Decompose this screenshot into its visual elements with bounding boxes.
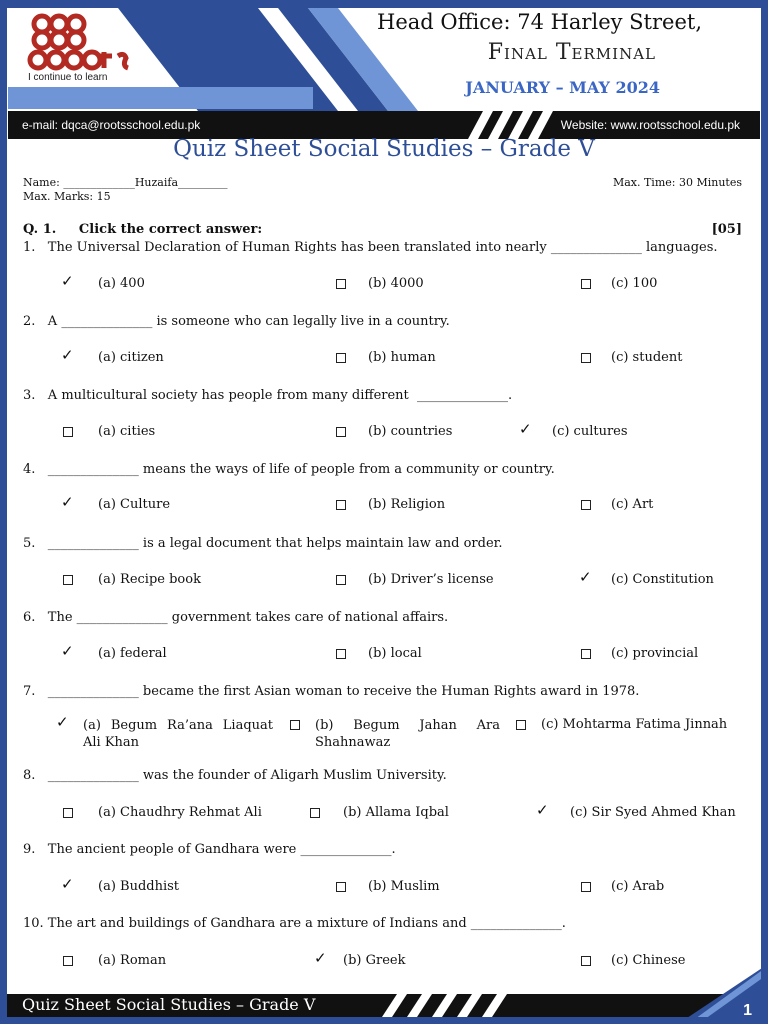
answer-option[interactable]: (a) Begum Ra’ana Liaquat Ali Khan: [83, 718, 273, 750]
checkmark-icon[interactable]: ✓: [536, 801, 549, 819]
answer-checkbox[interactable]: [336, 279, 346, 289]
answer-option[interactable]: (a) Roman: [98, 953, 167, 968]
answer-option[interactable]: (c) Sir Syed Ahmed Khan: [570, 805, 736, 820]
answer-option[interactable]: (a) Buddhist: [98, 879, 180, 894]
checkmark-icon[interactable]: ✓: [61, 875, 74, 893]
answer-option[interactable]: (a) Chaudhry Rehmat Ali: [98, 805, 262, 820]
exam-name: Final Terminal: [487, 40, 656, 65]
answer-checkbox[interactable]: [581, 353, 591, 363]
checkmark-icon[interactable]: ✓: [579, 568, 592, 586]
answer-option[interactable]: (b) Religion: [368, 497, 446, 512]
question-text: 9. The ancient people of Gandhara were ______________.: [23, 842, 396, 857]
checkmark-icon[interactable]: ✓: [61, 346, 74, 364]
answer-option[interactable]: (c) Constitution: [611, 572, 714, 587]
answer-checkbox[interactable]: [336, 500, 346, 510]
email-text: e-mail: dqca@rootsschool.edu.pk: [22, 118, 201, 132]
answer-checkbox[interactable]: [581, 279, 591, 289]
answer-option[interactable]: (c) Mohtarma Fatima Jinnah: [541, 717, 728, 732]
answer-option[interactable]: (b) Begum Jahan Ara Shahnawaz: [315, 718, 500, 750]
page-title: Quiz Sheet Social Studies – Grade V: [173, 136, 595, 162]
answer-option[interactable]: (b) countries: [368, 424, 453, 439]
answer-checkbox[interactable]: [516, 720, 526, 730]
question-text: 5. ______________ is a legal document that helps maintain law and order.: [23, 536, 503, 551]
exam-session: JANUARY – MAY 2024: [465, 78, 660, 97]
website-text: Website: www.rootsschool.edu.pk: [560, 118, 740, 132]
header-stripe: [8, 87, 313, 109]
checkmark-icon[interactable]: ✓: [61, 493, 74, 511]
student-name: Name: _____________Huzaifa_________: [23, 176, 228, 189]
question-text: 4. ______________ means the ways of life of people from a community or country.: [23, 462, 555, 477]
answer-checkbox[interactable]: [581, 882, 591, 892]
school-logo: [8, 8, 158, 86]
checkmark-icon[interactable]: ✓: [61, 272, 74, 290]
question-text: 7. ______________ became the first Asian woman to receive the Human Rights award in 1978.: [23, 684, 640, 699]
stripe-pattern: [458, 111, 568, 139]
answer-option[interactable]: (a) citizen: [98, 350, 164, 365]
answer-option[interactable]: (a) 400: [98, 276, 145, 291]
answer-checkbox[interactable]: [336, 427, 346, 437]
answer-option[interactable]: (b) human: [368, 350, 436, 365]
head-office: Head Office: 74 Harley Street,: [377, 10, 702, 34]
question-text: 8. ______________ was the founder of Aligarh Muslim University.: [23, 768, 447, 783]
answer-option[interactable]: (c) student: [611, 350, 683, 365]
footer-stripes: [377, 994, 527, 1017]
question-text: 1. The Universal Declaration of Human Rights has been translated into nearly ______________ languages.: [23, 240, 718, 255]
question-text: 6. The ______________ government takes care of national affairs.: [23, 610, 449, 625]
question-text: 10. The art and buildings of Gandhara are a mixture of Indians and ______________.: [23, 916, 566, 931]
answer-checkbox[interactable]: [581, 649, 591, 659]
checkmark-icon[interactable]: ✓: [314, 949, 327, 967]
answer-checkbox[interactable]: [336, 649, 346, 659]
page-number: 1: [743, 1002, 752, 1019]
answer-option[interactable]: (b) 4000: [368, 276, 424, 291]
answer-option[interactable]: (b) Greek: [343, 953, 406, 968]
answer-option[interactable]: (a) federal: [98, 646, 167, 661]
max-marks: Max. Marks: 15: [23, 190, 111, 203]
answer-option[interactable]: (b) Muslim: [368, 879, 440, 894]
answer-checkbox[interactable]: [310, 808, 320, 818]
answer-option[interactable]: (c) provincial: [611, 646, 699, 661]
answer-option[interactable]: (c) 100: [611, 276, 658, 291]
contact-bar: [8, 111, 760, 139]
question-text: 3. A multicultural society has people from many different ______________.: [23, 388, 513, 403]
logo-icon: [24, 10, 134, 72]
answer-option[interactable]: (b) Allama Iqbal: [343, 805, 449, 820]
section-heading: Q. 1. Click the correct answer:: [23, 222, 263, 237]
answer-checkbox[interactable]: [581, 500, 591, 510]
answer-checkbox[interactable]: [336, 882, 346, 892]
answer-option[interactable]: (a) Recipe book: [98, 572, 201, 587]
answer-checkbox[interactable]: [581, 956, 591, 966]
answer-checkbox[interactable]: [63, 956, 73, 966]
footer-bar: [7, 994, 761, 1017]
answer-checkbox[interactable]: [63, 427, 73, 437]
answer-checkbox[interactable]: [63, 575, 73, 585]
answer-checkbox[interactable]: [63, 808, 73, 818]
question-text: 2. A ______________ is someone who can legally live in a country.: [23, 314, 450, 329]
answer-option[interactable]: (a) Culture: [98, 497, 171, 512]
checkmark-icon[interactable]: ✓: [61, 642, 74, 660]
page-corner: [678, 964, 768, 1024]
section-marks: [05]: [711, 222, 742, 237]
answer-option[interactable]: (c) Arab: [611, 879, 665, 894]
letterhead: [8, 8, 760, 138]
answer-option[interactable]: (c) Art: [611, 497, 654, 512]
answer-option[interactable]: (b) local: [368, 646, 422, 661]
answer-option[interactable]: (a) cities: [98, 424, 156, 439]
logo-tagline: I continue to learn: [28, 72, 108, 83]
answer-checkbox[interactable]: [290, 720, 300, 730]
answer-checkbox[interactable]: [336, 353, 346, 363]
footer-title: Quiz Sheet Social Studies – Grade V: [22, 995, 316, 1014]
max-time: Max. Time: 30 Minutes: [612, 176, 742, 189]
checkmark-icon[interactable]: ✓: [56, 713, 69, 731]
answer-option[interactable]: (c) Chinese: [611, 953, 686, 968]
checkmark-icon[interactable]: ✓: [519, 420, 532, 438]
answer-option[interactable]: (c) cultures: [552, 424, 628, 439]
answer-option[interactable]: (b) Driver’s license: [368, 572, 494, 587]
answer-checkbox[interactable]: [336, 575, 346, 585]
